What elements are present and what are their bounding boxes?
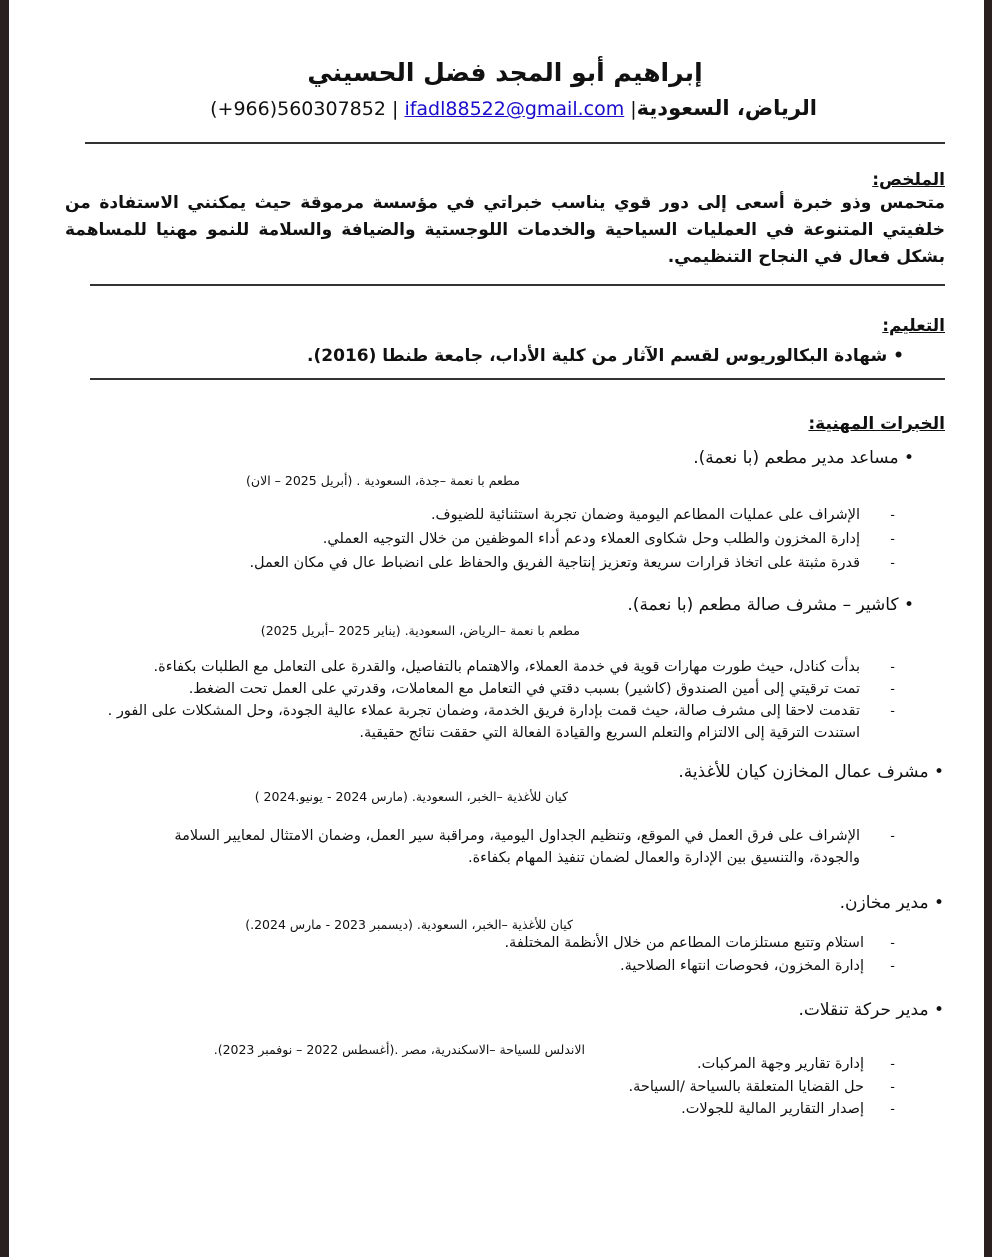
dash-bullet: -: [890, 1080, 895, 1095]
job-bullet-continuation: والجودة، والتنسيق بين الإدارة والعمال لضمان تنفيذ المهام بكفاءة.: [467, 850, 860, 866]
divider: [90, 378, 945, 380]
email-link[interactable]: ifadl88522@gmail.com: [404, 98, 625, 120]
job-title: • مشرف عمال المخازن كيان للأغذية.: [678, 762, 944, 782]
dash-bullet: -: [890, 829, 895, 844]
right-border: [984, 0, 992, 1257]
job-bullet: الإشراف على فرق العمل في الموقع، وتنظيم الجداول اليومية، ومراقبة سير العمل، وضمان الامتثال لمعايير السلامة: [174, 828, 860, 844]
dash-bullet: -: [890, 660, 895, 675]
divider: [85, 142, 945, 144]
dash-bullet: -: [890, 1057, 895, 1072]
job-title: • مدير مخازن.: [839, 893, 944, 913]
dash-bullet: -: [890, 532, 895, 547]
job-bullet: استلام وتتبع مستلزمات المطاعم من خلال الأنظمة المختلفة.: [504, 935, 864, 951]
job-company: الاندلس للسياحة –الاسكندرية، مصر .(أغسطس 2022 – نوفمبر 2023).: [213, 1042, 585, 1057]
job-bullet: إدارة المخزون والطلب وحل شكاوى العملاء ودعم أداء الموظفين من خلال التوجيه العملي.: [322, 531, 860, 547]
job-bullet: إدارة تقارير وجهة المركبات.: [697, 1056, 864, 1072]
education-heading: التعليم:: [882, 316, 945, 336]
dash-bullet: -: [890, 704, 895, 719]
job-title: • مساعد مدير مطعم (با نعمة).: [693, 448, 914, 468]
divider: [90, 284, 945, 286]
dash-bullet: -: [890, 508, 895, 523]
location: الرياض، السعودية: [636, 96, 817, 120]
job-title: • كاشير – مشرف صالة مطعم (با نعمة).: [627, 595, 914, 615]
dash-bullet: -: [890, 959, 895, 974]
job-company: مطعم با نعمة –جدة، السعودية . (أبريل 2025 – الان): [246, 473, 520, 488]
dash-bullet: -: [890, 1102, 895, 1117]
separator: |: [630, 98, 637, 120]
contact-line: [210, 96, 817, 120]
job-company: كيان للأغذية –الخبر، السعودية. (ديسمبر 2023 - مارس 2024.): [245, 917, 573, 932]
job-bullet-continuation: استندت الترقية إلى الالتزام والتعلم السريع والقيادة الفعالة التي حققت نتائج حقيقية.: [359, 725, 860, 741]
separator: |: [391, 98, 399, 120]
dash-bullet: -: [890, 936, 895, 951]
job-bullet: الإشراف على عمليات المطاعم اليومية وضمان تجربة استثنائية للضيوف.: [430, 507, 860, 523]
job-bullet: حل القضايا المتعلقة بالسياحة /السياحة.: [628, 1079, 864, 1095]
job-title: • مدير حركة تنقلات.: [798, 1000, 944, 1020]
job-bullet: تمت ترقيتي إلى أمين الصندوق (كاشير) بسبب دقتي في التعامل مع المعاملات، وقدرتي على العمل تحت الضغط.: [188, 681, 860, 697]
job-bullet: قدرة مثبتة على اتخاذ قرارات سريعة وتعزيز إنتاجية الفريق والحفاظ على انضباط عال في مكان العمل.: [249, 555, 860, 571]
summary-heading: الملخص:: [872, 170, 945, 190]
job-bullet: إصدار التقارير المالية للجولات.: [681, 1101, 864, 1117]
left-border: [0, 0, 9, 1257]
candidate-name: إبراهيم أبو المجد فضل الحسيني: [307, 58, 703, 87]
summary-text: متحمس وذو خبرة أسعى إلى دور قوي يناسب خبراتي في مؤسسة مرموقة حيث يمكنني الاستفادة من خلفيتي المتنوعة في العمليات السياحية والخدمات اللوجستية والضيافة والسلامة للنمو مهنيا للمساهمة بشكل فعال في النجاح التنظيمي.: [65, 193, 945, 267]
job-bullet: إدارة المخزون، فحوصات انتهاء الصلاحية.: [620, 958, 864, 974]
phone: (+966)560307852: [210, 98, 386, 120]
job-bullet: تقدمت لاحقا إلى مشرف صالة، حيث قمت بإدارة فريق الخدمة، وضمان تجربة عملاء عالية الجودة، وحل المشكلات على الفور .: [107, 703, 860, 719]
dash-bullet: -: [890, 682, 895, 697]
dash-bullet: -: [890, 556, 895, 571]
job-bullet: بدأت كنادل، حيث طورت مهارات قوية في خدمة العملاء، والاهتمام بالتفاصيل، والقدرة على التعامل مع الطلبات بكفاءة.: [153, 659, 860, 675]
education-item: • شهادة البكالوريوس لقسم الآثار من كلية الأداب، جامعة طنطا (2016).: [307, 346, 904, 366]
experience-heading: الخبرات المهنية:: [808, 414, 945, 434]
job-company: مطعم با نعمة –الرياض، السعودية. (يناير 2025 –أبريل 2025): [260, 623, 580, 638]
job-company: كيان للأغذية –الخبر، السعودية. (مارس 2024 - يونيو.2024 ): [254, 789, 568, 804]
